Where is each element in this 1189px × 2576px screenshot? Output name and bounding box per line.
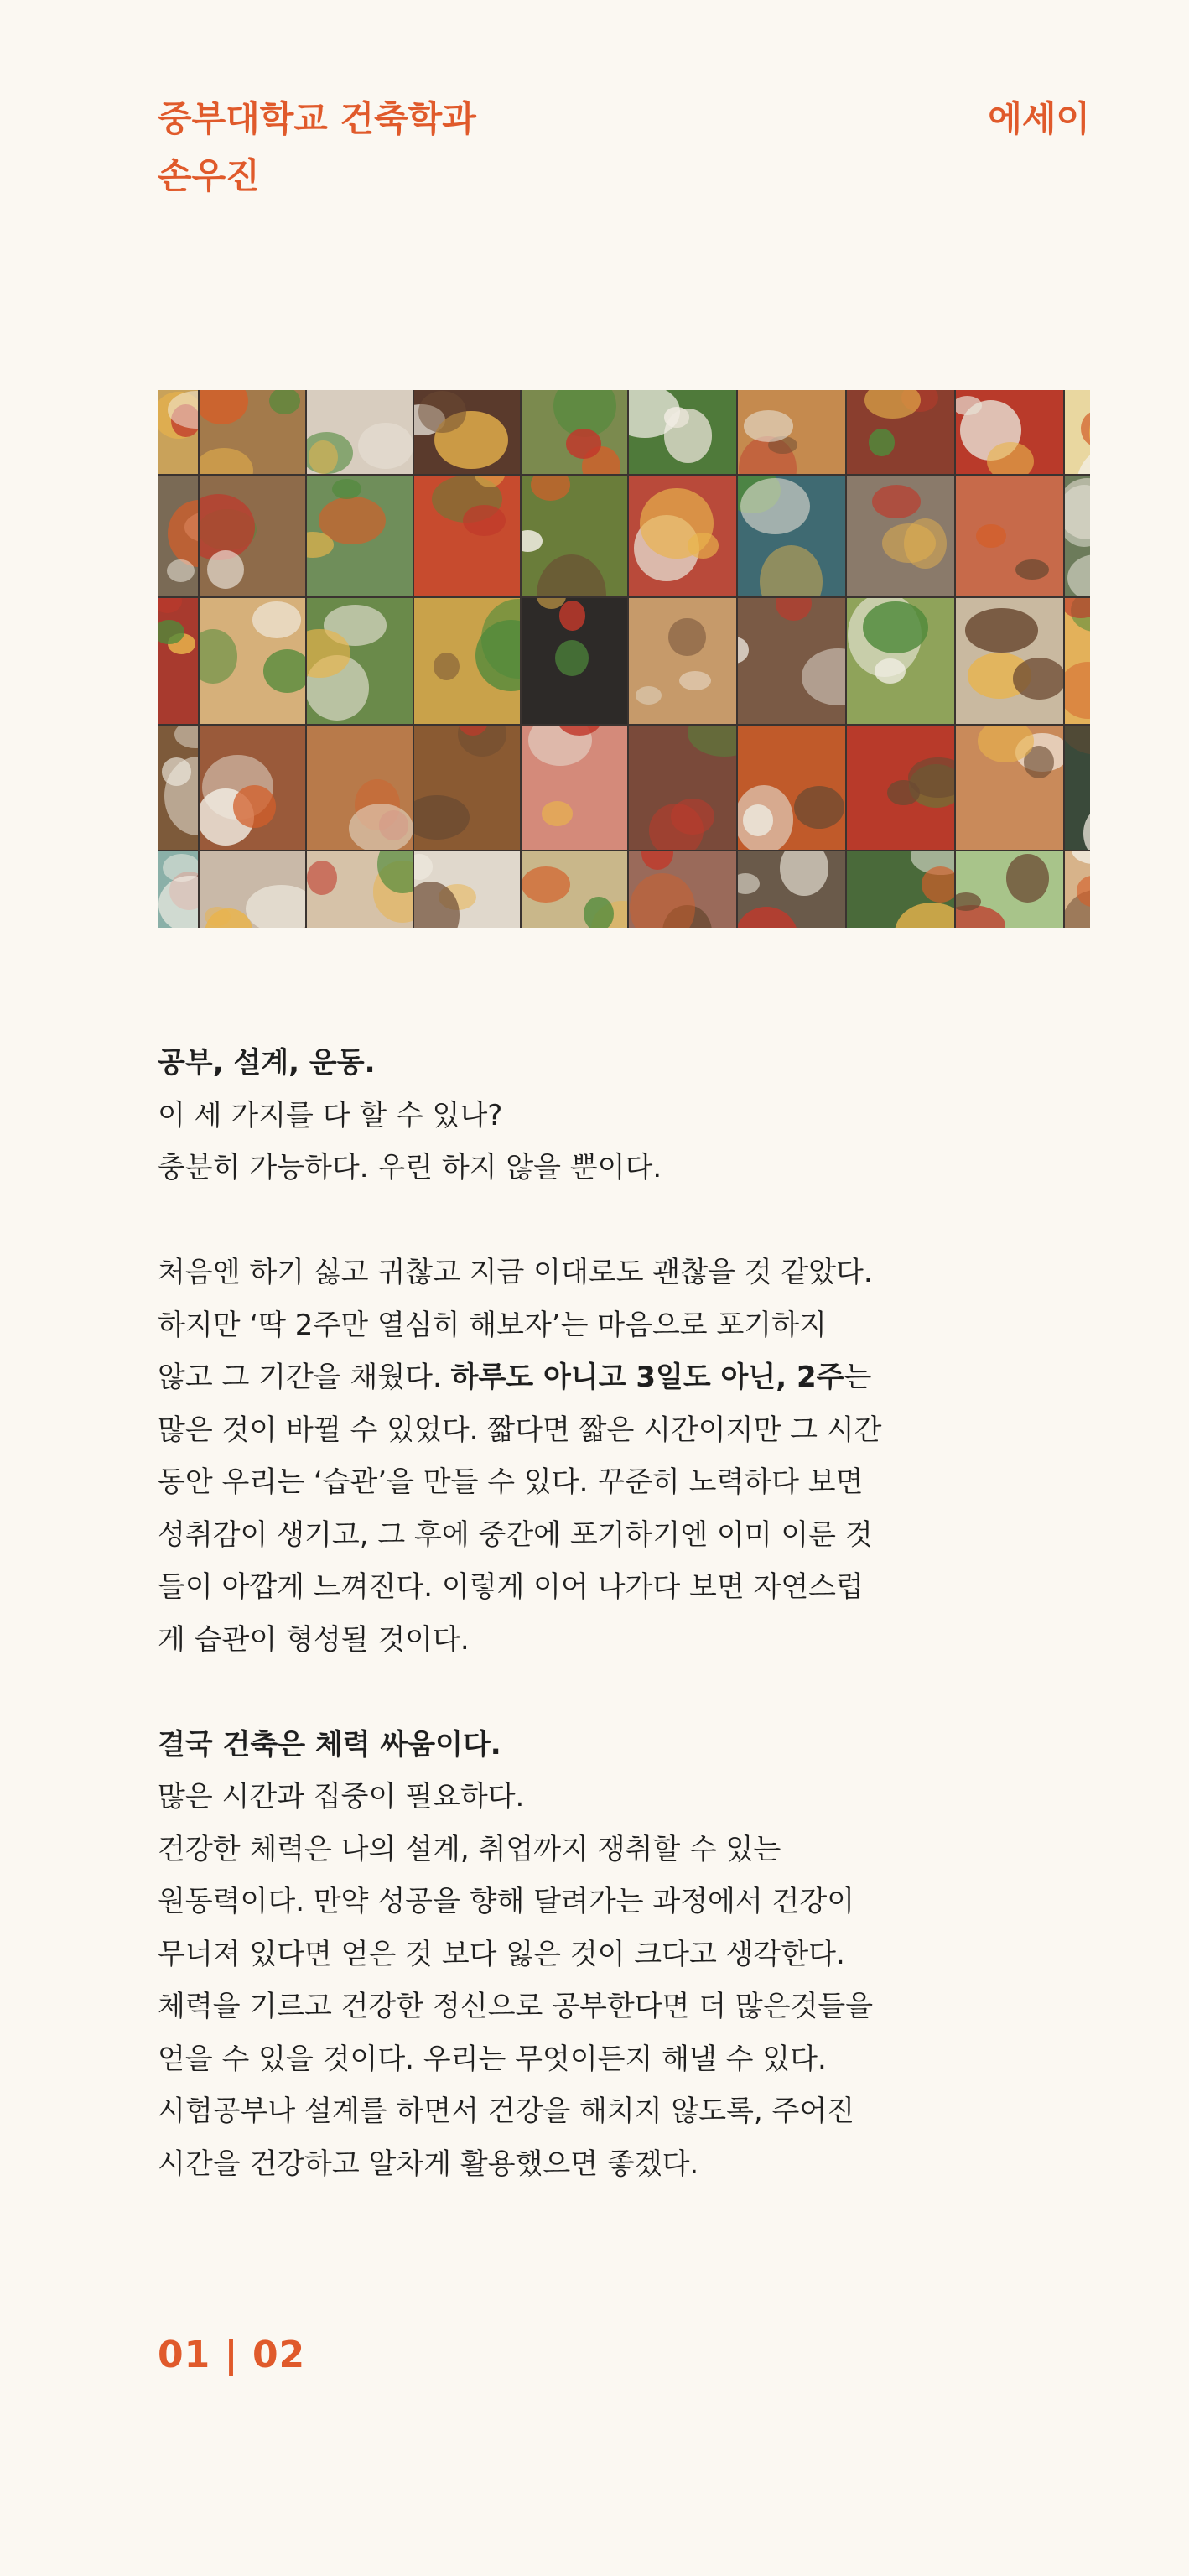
- food-photo-tile: [200, 851, 305, 928]
- category-label: 에세이: [988, 98, 1090, 139]
- food-photo-tile: [738, 598, 845, 724]
- food-photo-tile: [738, 851, 845, 928]
- food-photo-collage: [158, 390, 1090, 928]
- essay-line: 공부, 설계, 운동.: [158, 1046, 376, 1080]
- food-photo-tile: [522, 390, 627, 474]
- school-name: 중부대학교 건축학과: [158, 98, 476, 139]
- essay-line: 무너져 있다면 얻은 것 보다 잃은 것이 크다고 생각한다.: [158, 1937, 845, 1971]
- essay-line: 체력을 기르고 건강한 정신으로 공부한다면 더 많은것들을: [158, 1990, 874, 2023]
- food-photo-tile: [307, 476, 413, 596]
- food-photo-tile: [307, 851, 413, 928]
- essay-line: 충분히 가능하다. 우린 하지 않을 뿐이다.: [158, 1151, 662, 1184]
- food-photo-tile: [1065, 598, 1090, 724]
- essay-line: 들이 아깝게 느껴진다. 이렇게 이어 나가다 보면 자연스럽: [158, 1570, 864, 1604]
- food-photo-tile: [414, 390, 520, 474]
- food-photo-tile: [629, 390, 736, 474]
- food-photo-tile: [847, 598, 954, 724]
- essay-line: 이 세 가지를 다 할 수 있나?: [158, 1098, 503, 1132]
- food-photo-tile: [629, 851, 736, 928]
- food-photo-tile: [158, 726, 198, 850]
- emphasis-text: 하루도 아니고 3일도 아닌, 2주: [450, 1361, 844, 1394]
- food-photo-tile: [1065, 476, 1090, 596]
- food-photo-tile: [522, 598, 627, 724]
- food-photo-tile: [956, 726, 1063, 850]
- food-photo-tile: [522, 726, 627, 850]
- food-photo-tile: [307, 726, 413, 850]
- essay-line: 처음엔 하기 싫고 귀찮고 지금 이대로도 괜찮을 것 같았다.: [158, 1256, 873, 1289]
- food-photo-tile: [847, 390, 954, 474]
- food-photo-tile: [1065, 390, 1090, 474]
- food-photo-tile: [414, 851, 520, 928]
- essay-line: 시간을 건강하고 알차게 활용했으면 좋겠다.: [158, 2147, 699, 2181]
- food-photo-tile: [1065, 726, 1090, 850]
- food-photo-tile: [956, 851, 1063, 928]
- food-photo-tile: [307, 390, 413, 474]
- food-photo-tile: [847, 726, 954, 850]
- essay-line: 시험공부나 설계를 하면서 건강을 해치지 않도록, 주어진: [158, 2095, 855, 2128]
- food-photo-tile: [200, 598, 305, 724]
- food-photo-tile: [200, 476, 305, 596]
- food-photo-tile: [738, 390, 845, 474]
- food-photo-tile: [847, 476, 954, 596]
- essay-line: 하지만 ‘딱 2주만 열심히 해보자’는 마음으로 포기하지: [158, 1308, 827, 1342]
- food-photo-tile: [200, 390, 305, 474]
- food-photo-tile: [522, 476, 627, 596]
- food-photo-tile: [158, 598, 198, 724]
- page-number: 01 | 02: [158, 2334, 306, 2376]
- food-photo-tile: [956, 598, 1063, 724]
- header-affiliation: [158, 91, 476, 205]
- food-photo-tile: [629, 476, 736, 596]
- food-photo-tile: [158, 476, 198, 596]
- food-photo-tile: [414, 726, 520, 850]
- essay-line: 않고 그 기간을 채웠다. 하루도 아니고 3일도 아닌, 2주는: [158, 1361, 872, 1394]
- essay-line: 건강한 체력은 나의 설계, 취업까지 쟁취할 수 있는: [158, 1832, 781, 1866]
- food-photo-tile: [847, 851, 954, 928]
- food-photo-tile: [738, 476, 845, 596]
- food-photo-tile: [522, 851, 627, 928]
- essay-line: 얻을 수 있을 것이다. 우리는 무엇이든지 해낼 수 있다.: [158, 2042, 827, 2076]
- essay-line: 많은 것이 바뀔 수 있었다. 짧다면 짧은 시간이지만 그 시간: [158, 1413, 882, 1447]
- essay-body: [158, 1037, 929, 2190]
- author-name: 손우진: [158, 155, 260, 196]
- essay-line: 게 습관이 형성될 것이다.: [158, 1622, 470, 1657]
- essay-line: 원동력이다. 만약 성공을 향해 달려가는 과정에서 건강이: [158, 1885, 855, 1918]
- food-photo-tile: [629, 726, 736, 850]
- essay-line: 많은 시간과 집중이 필요하다.: [158, 1780, 525, 1814]
- food-photo-tile: [158, 390, 198, 474]
- food-photo-tile: [956, 390, 1063, 474]
- essay-line: 성취감이 생기고, 그 후에 중간에 포기하기엔 이미 이룬 것: [158, 1517, 873, 1552]
- food-photo-tile: [307, 598, 413, 724]
- food-photo-tile: [200, 726, 305, 850]
- food-photo-tile: [414, 476, 520, 596]
- food-photo-tile: [1065, 851, 1090, 928]
- food-photo-tile: [738, 726, 845, 850]
- food-photo-tile: [956, 476, 1063, 596]
- essay-line: 동안 우리는 ‘습관’을 만들 수 있다. 꾸준히 노력하다 보면: [158, 1465, 864, 1499]
- essay-line: 결국 건축은 체력 싸움이다.: [158, 1727, 501, 1762]
- food-photo-tile: [629, 598, 736, 724]
- food-photo-tile: [414, 598, 520, 724]
- food-photo-tile: [158, 851, 198, 928]
